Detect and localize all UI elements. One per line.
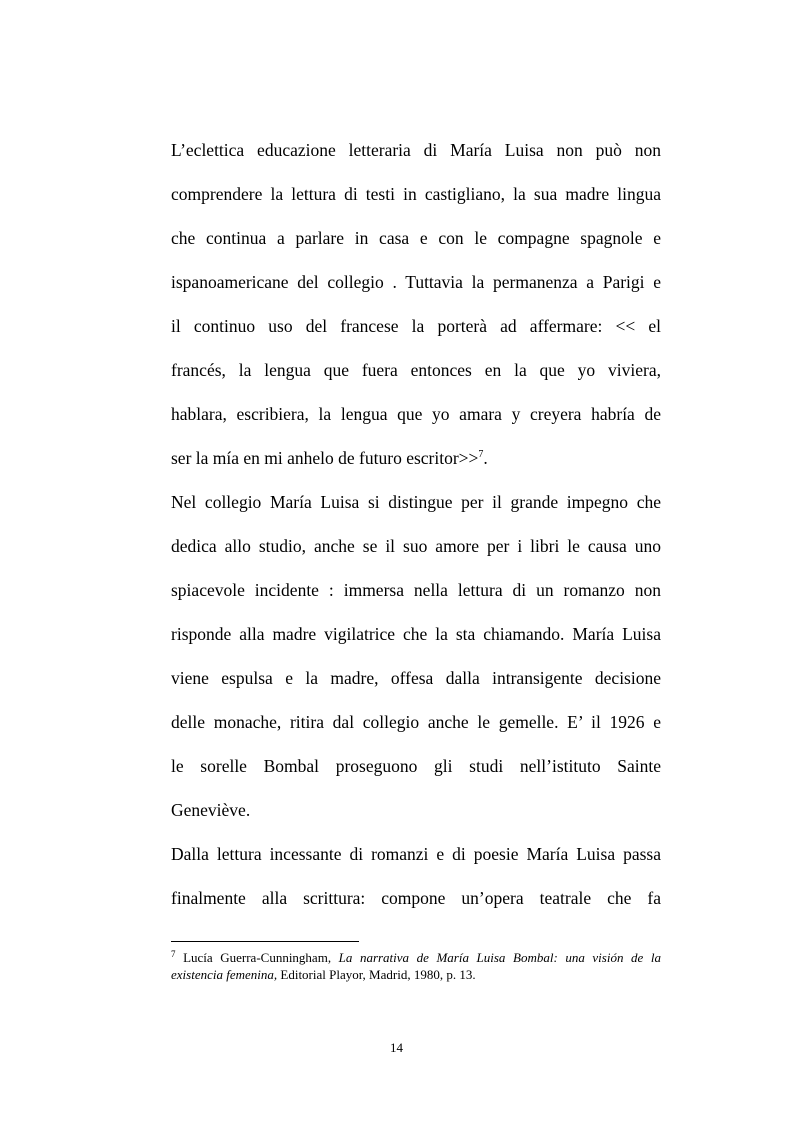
footnote-title-cont: existencia femenina, <box>171 967 278 982</box>
footnote-publisher: Editorial Playor, Madrid, 1980, p. 13. <box>277 967 476 982</box>
text-line: ser la mía en mi anhelo de futuro escritor>> <box>171 448 479 468</box>
text-line: dedica allo studio, anche se il suo amore per i libri le causa uno <box>171 536 661 556</box>
text-line: che continua a parlare in casa e con le compagne spagnole e <box>171 228 661 248</box>
text-line: comprendere la lettura di testi in castigliano, la sua madre lingua <box>171 184 661 204</box>
text-line: il continuo uso del francese la porterà ad affermare: << el <box>171 316 661 336</box>
text-line: Geneviève. <box>171 800 251 820</box>
footnote-title: La narrativa de María Luisa Bombal: una visión de la <box>338 950 661 965</box>
footnote-number: 7 <box>171 949 176 959</box>
footnote-separator <box>171 941 359 942</box>
trailing-period: . <box>483 448 488 468</box>
footnote-line <box>171 966 661 983</box>
footnote <box>171 949 661 983</box>
text-line: risponde alla madre vigilatrice che la sta chiamando. María Luisa <box>171 624 661 644</box>
text-line: L’eclettica educazione letteraria di María Luisa non può non <box>171 140 661 160</box>
text-line: Dalla lettura incessante di romanzi e di poesie María Luisa passa <box>171 844 661 864</box>
text-line: francés, la lengua que fuera entonces en la que yo viviera, <box>171 360 661 380</box>
text-line: le sorelle Bombal proseguono gli studi nell’istituto Sainte <box>171 756 661 776</box>
footnote-author: Lucía Guerra-Cunningham, <box>175 950 339 965</box>
text-line-with-footnote-ref <box>171 436 661 480</box>
text-line: spiacevole incidente : immersa nella lettura di un romanzo non <box>171 580 661 600</box>
text-line: hablara, escribiera, la lengua que yo amara y creyera habría de <box>171 404 661 424</box>
text-line: delle monache, ritira dal collegio anche le gemelle. E’ il 1926 e <box>171 712 661 732</box>
text-line: ispanoamericane del collegio . Tuttavia la permanenza a Parigi e <box>171 272 661 292</box>
text-line: Nel collegio María Luisa si distingue per il grande impegno che <box>171 492 661 512</box>
body-text <box>171 128 661 920</box>
text-line: viene espulsa e la madre, offesa dalla intransigente decisione <box>171 668 661 688</box>
page-number: 14 <box>390 1040 403 1055</box>
text-line: finalmente alla scrittura: compone un’opera teatrale che fa <box>171 888 661 908</box>
footnote-reference[interactable]: 7 <box>478 449 484 460</box>
footnote-line <box>171 949 661 966</box>
